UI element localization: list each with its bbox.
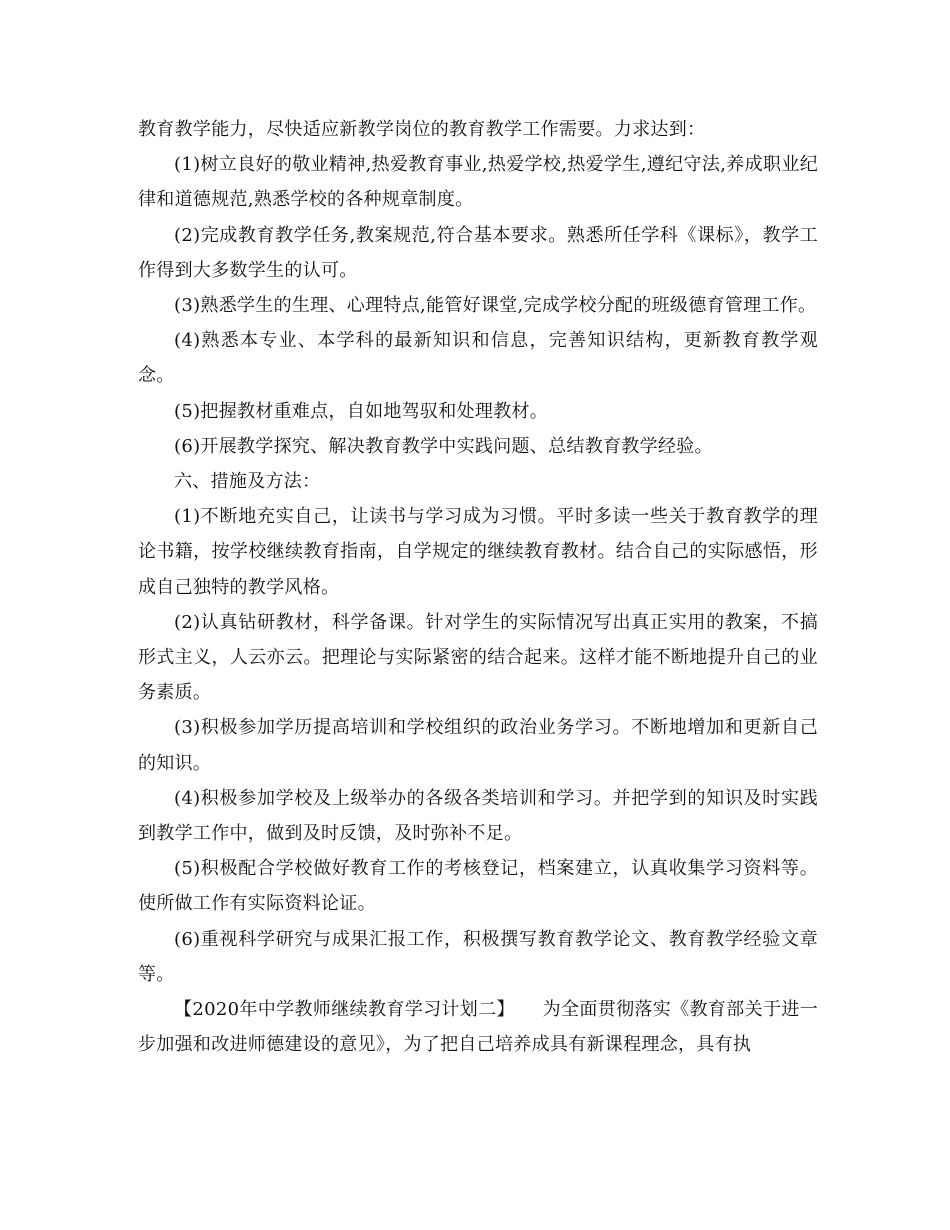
paragraph-goal-6: (6)开展教学探究、解决教育教学中实践问题、总结教育教学经验。: [174, 435, 713, 457]
paragraph-goal-4: (4)熟悉本专业、本学科的最新知识和信息，完善知识结构，更新教育教学观念。: [138, 330, 818, 387]
section-heading-measures: 六、措施及方法：: [174, 471, 321, 493]
document-body: [138, 112, 818, 1062]
paragraph-measure-4: (4)积极参加学校及上级举办的各级各类培训和学习。并把学到的知识及时实践到教学工作中，做到及时反馈，及时弥补不足。: [138, 787, 818, 845]
paragraph-goal-5: (5)把握教材重难点，自如地驾驭和处理教材。: [174, 400, 549, 422]
paragraph-measure-6: (6)重视科学研究与成果汇报工作，积极撰写教育教学论文、教育教学经验文章等。: [138, 928, 818, 985]
paragraph-measure-1: (1)不断地充实自己，让读书与学习成为习惯。平时多读一些关于教育教学的理论书籍，按学校继续教育指南，自学规定的继续教育教材。结合自己的实际感悟，形成自己独特的教学风格。: [138, 506, 818, 598]
paragraph-measure-5: (5)积极配合学校做好教育工作的考核登记，档案建立，认真收集学习资料等。使所做工作有实际资料论证。: [138, 858, 818, 915]
paragraph-goal-2: (2)完成教育教学任务,教案规范,符合基本要求。熟悉所任学科《课标》，教学工作得到大多数学生的认可。: [138, 224, 818, 281]
paragraph-measure-3: (3)积极参加学历提高培训和学校组织的政治业务学习。不断地增加和更新自己的知识。: [138, 717, 818, 774]
paragraph-plan-two-intro: 【2020年中学教师继续教育学习计划二】 为全面贯彻落实《教育部关于进一步加强和改进师德建设的意见》，为了把自己培养成具有新课程理念，具有执: [138, 999, 818, 1056]
paragraph-goal-1: (1)树立良好的敬业精神,热爱教育事业,热爱学校,热爱学生,遵纪守法,养成职业纪律和道德规范,熟悉学校的各种规章制度。: [138, 154, 818, 211]
paragraph-goal-3: (3)熟悉学生的生理、心理特点,能管好课堂,完成学校分配的班级德育管理工作。: [174, 295, 817, 317]
paragraph-measure-2: (2)认真钻研教材，科学备课。针对学生的实际情况写出真正实用的教案，不搞形式主义，人云亦云。把理论与实际紧密的结合起来。这样才能不断地提升自己的业务素质。: [138, 611, 818, 704]
paragraph-continuation: 教育教学能力，尽快适应新教学岗位的教育教学工作需要。力求达到：: [138, 119, 706, 140]
